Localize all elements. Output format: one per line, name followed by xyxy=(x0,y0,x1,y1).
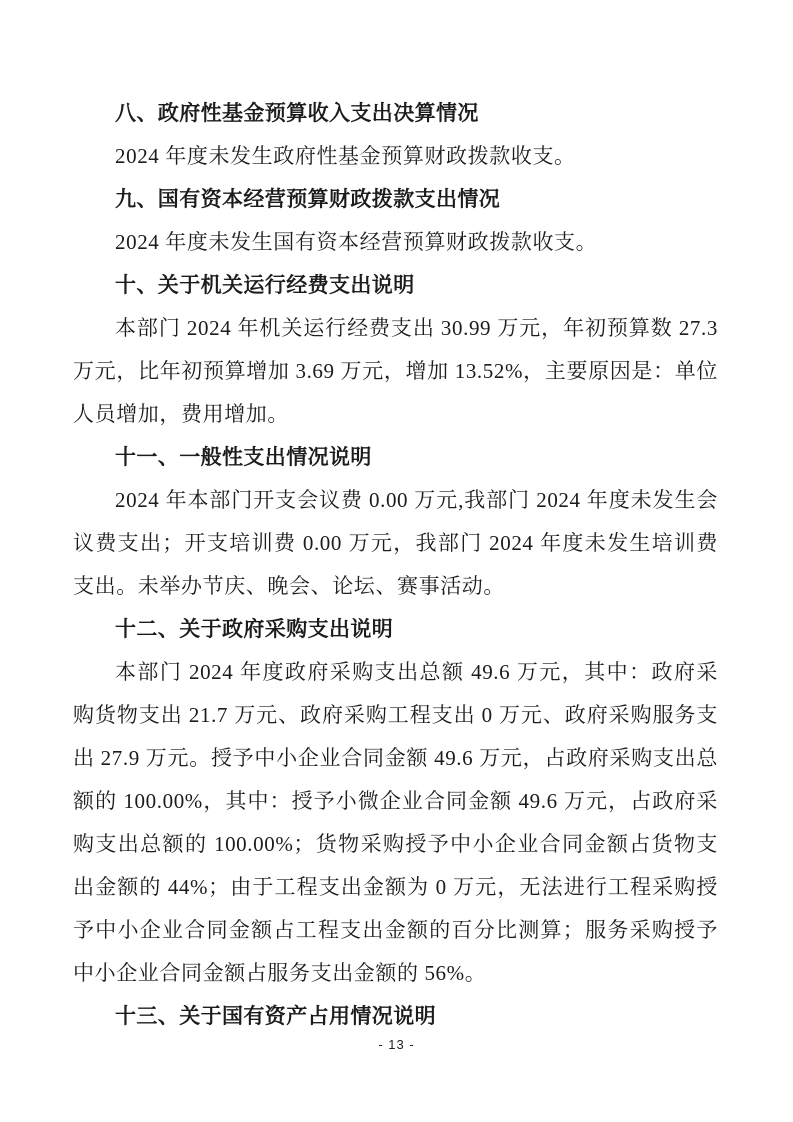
paragraph-operating-expense: 本部门 2024 年机关运行经费支出 30.99 万元，年初预算数 27.3 万元，比年初预算增加 3.69 万元，增加 13.52%，主要原因是：单位人员增加，费用增加。 xyxy=(73,316,718,426)
page-number: - 13 - xyxy=(378,1037,415,1052)
page-content xyxy=(73,92,718,1038)
paragraph-general-expense: 2024 年本部门开支会议费 0.00 万元,我部门 2024 年度未发生会议费支出；开支培训费 0.00 万元，我部门 2024 年度未发生培训费支出。未举办节庆、晚会、论坛、赛事活动。 xyxy=(73,488,718,598)
paragraph-procurement: 本部门 2024 年度政府采购支出总额 49.6 万元，其中：政府采购货物支出 21.7 万元、政府采购工程支出 0 万元、政府采购服务支出 27.9 万元。授予中小企业合同金额 49.6 万元，占政府采购支出总额的 100.00%，其中：授予小微企业合同金额 49.6 万元，占政府采购支出总额的 100.00%；货物采购授予中小企业合同金额占货物支出金额的 44%；由于工程支出金额为 0 万元，无法进行工程采购授予中小企业合同金额占工程支出金额的百分比测算；服务采购授予中小企业合同金额占服务支出金额的 56%。 xyxy=(73,660,718,985)
section-heading-13: 十三、关于国有资产占用情况说明 xyxy=(115,1004,436,1028)
section-heading-12: 十二、关于政府采购支出说明 xyxy=(115,617,394,641)
section-heading-8: 八、政府性基金预算收入支出决算情况 xyxy=(115,101,479,125)
paragraph-gov-fund: 2024 年度未发生政府性基金预算财政拨款收支。 xyxy=(115,144,576,168)
section-heading-10: 十、关于机关运行经费支出说明 xyxy=(115,273,415,297)
section-heading-9: 九、国有资本经营预算财政拨款支出情况 xyxy=(115,187,501,211)
paragraph-state-capital: 2024 年度未发生国有资本经营预算财政拨款收支。 xyxy=(115,230,598,254)
section-heading-11: 十一、一般性支出情况说明 xyxy=(115,445,372,469)
